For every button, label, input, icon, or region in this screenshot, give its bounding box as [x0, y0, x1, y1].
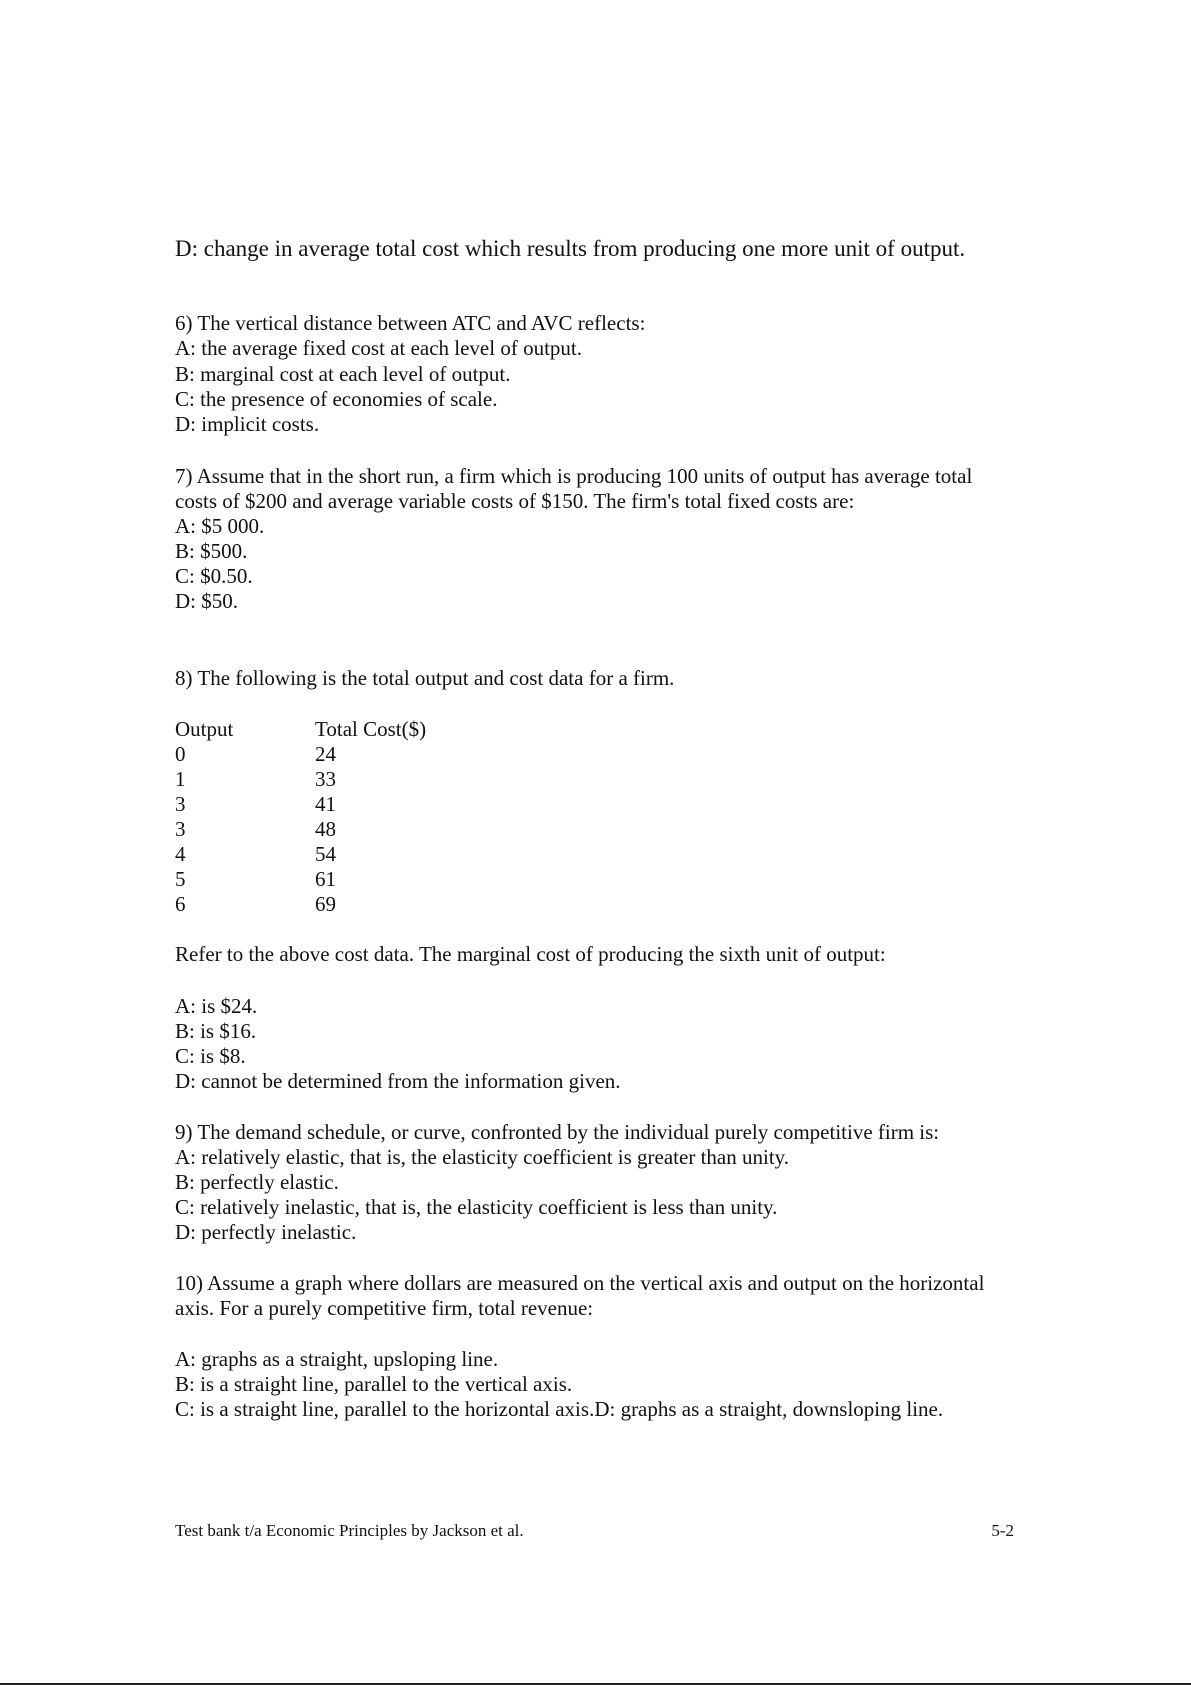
q9-question: 9) The demand schedule, or curve, confronted by the individual purely competitive firm is:	[175, 1120, 940, 1144]
q5-option-d: D: change in average total cost which results from producing one more unit of output.	[175, 236, 966, 261]
q8-question: Refer to the above cost data. The marginal cost of producing the sixth unit of output:	[175, 942, 886, 966]
output-cell: 5	[175, 867, 186, 891]
q6-question: 6) The vertical distance between ATC and AVC reflects:	[175, 311, 646, 335]
q8-option-b: B: is $16.	[175, 1019, 257, 1043]
output-cell: 4	[175, 842, 186, 866]
total-cost-cell: 41	[315, 792, 336, 816]
q9-option-b: B: perfectly elastic.	[175, 1170, 339, 1194]
q10-question-line1: 10) Assume a graph where dollars are measured on the vertical axis and output on the horizontal	[175, 1271, 985, 1295]
q8-option-d: D: cannot be determined from the information given.	[175, 1069, 621, 1093]
total-cost-cell: 48	[315, 817, 336, 841]
output-cell: 0	[175, 742, 186, 766]
q9-option-a: A: relatively elastic, that is, the elasticity coefficient is greater than unity.	[175, 1145, 790, 1169]
footer-source: Test bank t/a Economic Principles by Jackson et al.	[175, 1521, 524, 1540]
q7-option-b: B: $500.	[175, 539, 248, 563]
column-header-total-cost: Total Cost($)	[315, 717, 427, 741]
q6-option-d: D: implicit costs.	[175, 412, 320, 436]
q8-intro: 8) The following is the total output and cost data for a firm.	[175, 666, 675, 690]
q6-option-a: A: the average fixed cost at each level of output.	[175, 336, 582, 360]
total-cost-cell: 24	[315, 742, 336, 766]
q10-option-a: A: graphs as a straight, upsloping line.	[175, 1347, 499, 1371]
q6-option-b: B: marginal cost at each level of output.	[175, 362, 511, 386]
output-cell: 1	[175, 767, 186, 791]
q7-option-a: A: $5 000.	[175, 514, 265, 538]
q7-option-c: C: $0.50.	[175, 564, 253, 588]
total-cost-cell: 54	[315, 842, 336, 866]
q7-question-line1: 7) Assume that in the short run, a firm which is producing 100 units of output has average total	[175, 464, 973, 488]
q10-option-c-d: C: is a straight line, parallel to the horizontal axis.D: graphs as a straight, downsloping line.	[175, 1397, 944, 1421]
output-cell: 6	[175, 892, 186, 916]
output-cell: 3	[175, 817, 186, 841]
column-header-output: Output	[175, 717, 234, 741]
q8-option-c: C: is $8.	[175, 1044, 246, 1068]
footer-page-number: 5-2	[991, 1521, 1014, 1540]
q10-question-line2: axis. For a purely competitive firm, total revenue:	[175, 1296, 594, 1320]
q7-question-line2: costs of $200 and average variable costs of $150. The firm's total fixed costs are:	[175, 489, 855, 513]
total-cost-cell: 69	[315, 892, 336, 916]
q9-option-c: C: relatively inelastic, that is, the elasticity coefficient is less than unity.	[175, 1195, 778, 1219]
q10-option-b: B: is a straight line, parallel to the vertical axis.	[175, 1372, 573, 1396]
q9-option-d: D: perfectly inelastic.	[175, 1220, 357, 1244]
q8-option-a: A: is $24.	[175, 994, 258, 1018]
q6-option-c: C: the presence of economies of scale.	[175, 387, 498, 411]
total-cost-cell: 33	[315, 767, 336, 791]
output-cell: 3	[175, 792, 186, 816]
total-cost-cell: 61	[315, 867, 336, 891]
q7-option-d: D: $50.	[175, 589, 238, 613]
